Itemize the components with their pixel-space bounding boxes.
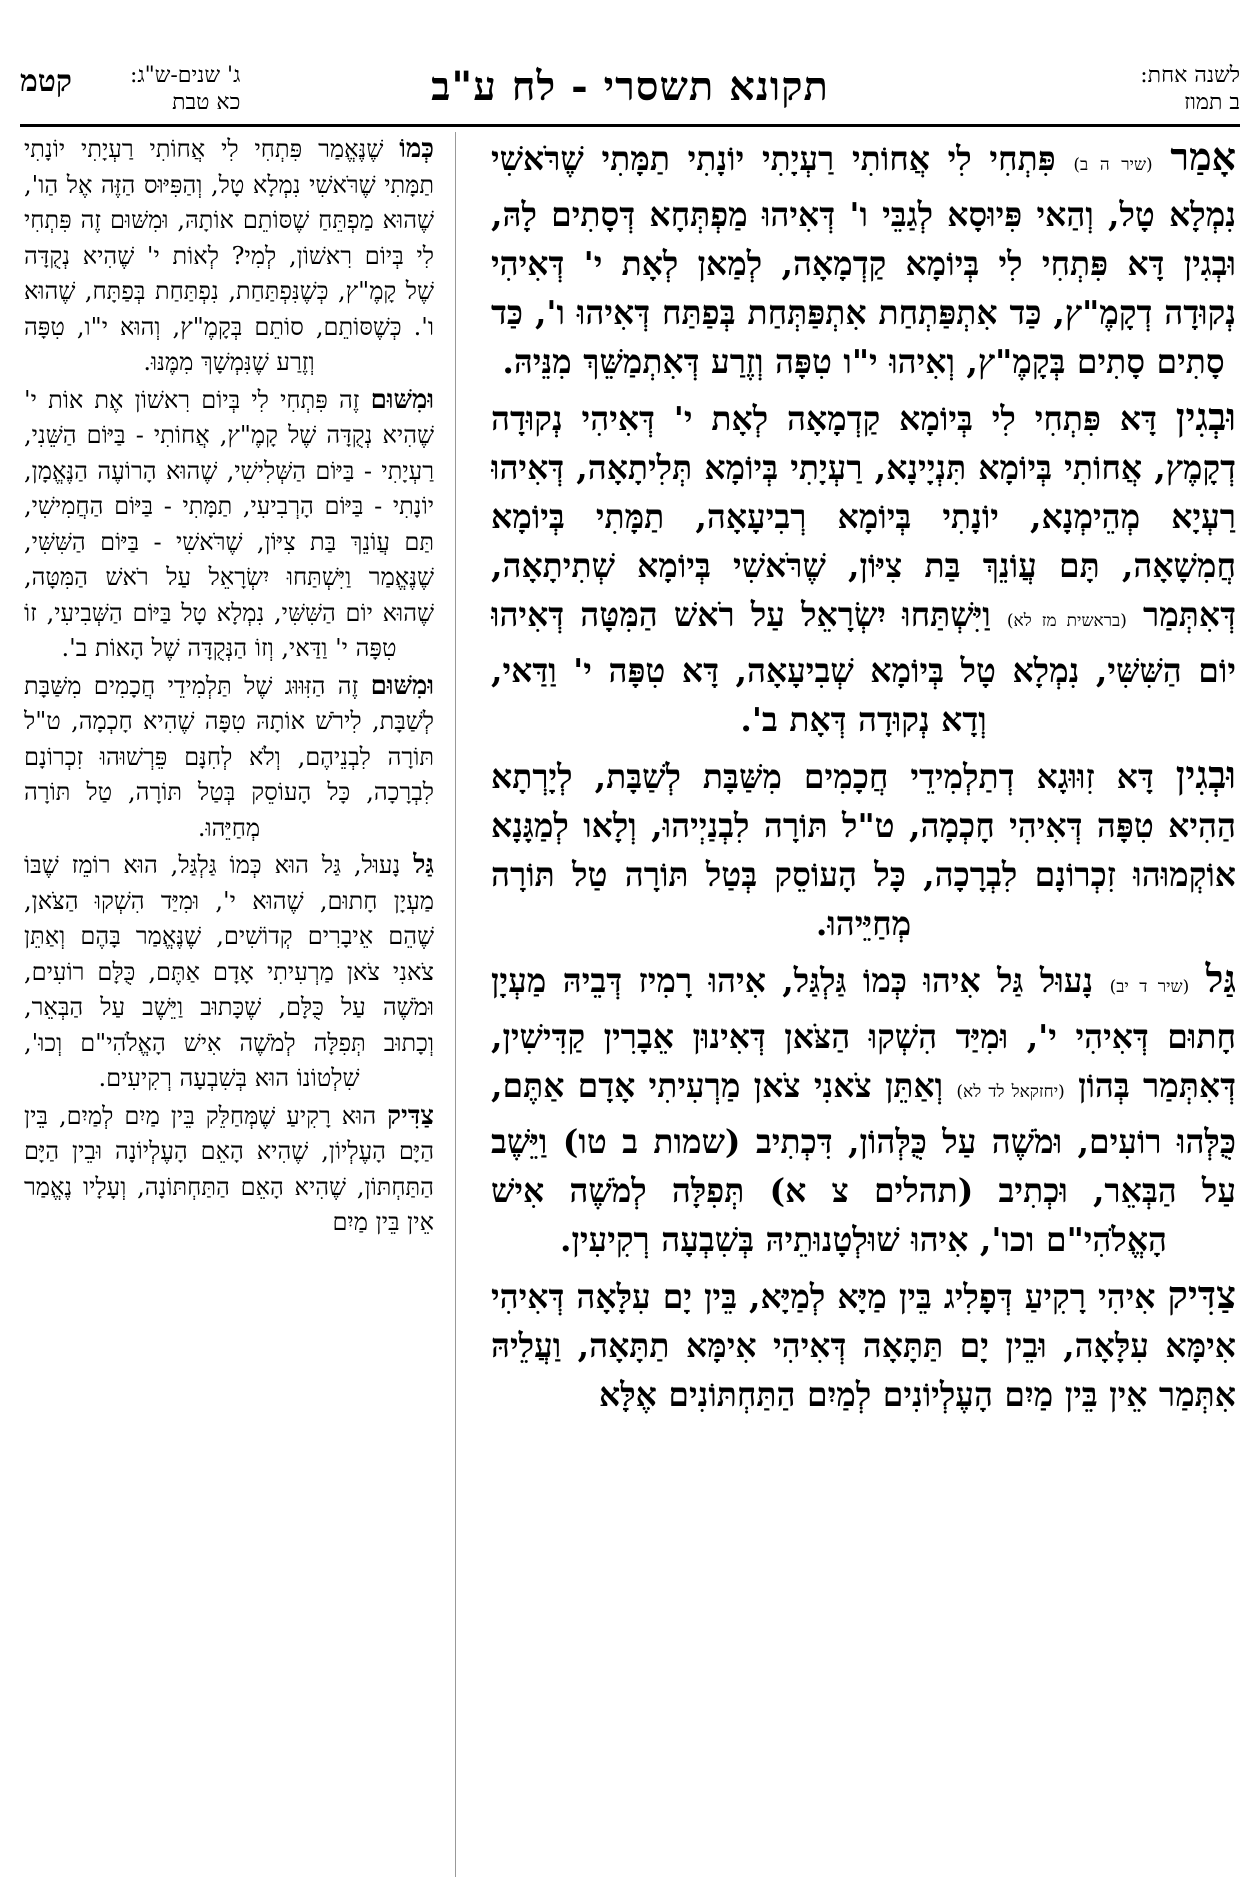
- paragraph-lead-word: גַּל: [1205, 956, 1236, 1001]
- translation-paragraph: [24, 848, 434, 1097]
- paragraph-text: פִּתְחִי לִי אֲחוֹתִי רַעְיָתִי יוֹנָתִי תַמָּתִי שֶׁרֹּאשִׁי נִמְלָא טָל, וְהַאי פִּיוּסָא לְגַבֵּי ו' דְּאִיהוּ מַפְתְּחָא דְּסָתִים לָהּ, וּבְגִין דָּא פִּתְחִי לִי בְּיוֹמָא קַדְמָאָה, לְמַאן לְאָת י' דְּאִיהִי נְקוּדָה דְקָמֶ"ץ, כַּד אִתְפַּתְחַת אִתְפַּתְּחַת בְּפַתַּח דְּאִיהוּ ו', כַּד סָתִים סָתִים בְּקָמֶ"ץ, וְאִיהוּ י"ו טִפָּה וְזֶרַע דְּאִתְמַשֵּׁךְ מִנֵּיהּ.: [491, 139, 1236, 381]
- paragraph-lead-word: צַדִּיק: [1167, 1272, 1236, 1317]
- main-paragraph: [491, 954, 1236, 1264]
- main-paragraph: [491, 392, 1236, 744]
- schedule-one-year-date: ב תמוז: [1184, 90, 1240, 115]
- paragraph-text: דָּא זִוּוּגָא דְתַלְמִידֵי חֲכָמִים מִשַּׁבָּת לְשַׁבָּת, לְיָרְתָא הַהִיא טִפָּה דְּאִיהִי חָכְמָה, ט"ל תּוֹרָה לִבְנַיְיהוּ, וְלָאו לְמַגָּנָא אוֹקְמוּהוּ זִכְרוֹנָם לִבְרָכָה, כָּל הָעוֹסֵק בְּטַל תּוֹרָה טַל תּוֹרָה מְחַיֵּיהוּ.: [491, 757, 1236, 943]
- paragraph-text: אִיהִי רָקִיעַ דְּפָלִיג בֵּין מַיָּא לְמַיָּא, בֵּין יָם עִלָּאָה דְּאִיהִי אִימָּא עִלָּאָה, וּבֵין יָם תַּתָּאָה דְּאִיהִי אִימָּא תַתָּאָה, וַעֲלֵיהּ אִתְּמַר אֵין בֵּין מַיִם הָעֶלְיוֹנִים לְמַיִם הַתַּחְתּוֹנִים אֶלָּא: [491, 1277, 1236, 1414]
- page-header: [20, 62, 1240, 120]
- main-text-column: [491, 132, 1236, 1877]
- translation-paragraph: [24, 669, 434, 847]
- paragraph-text: נָעוּל גַּל אִיהוּ כְּמוֹ גַּלְגַּל, אִיהוּ רָמִיז דְּבֵיהּ מַעְיָן חָתוּם דְּאִיהִי י', וּמִיַּד הִשְׁקוּ הַצֹּאן דְּאִינוּן אֵבָרִין קַדִּישִׁין, דְּאִתְּמַר בְּהוֹן: [491, 961, 1236, 1105]
- paragraph-text-continued: וְאַתֵּן צֹאנִי צֹאן מַרְעִיתִי אָדָם אַתֶּם, כֻּלְּהוּ רוֹעִים, וּמֹשֶׁה עַל כֻּלְּהוֹן, דִּכְתִיב (שמות ב טו) וַיֵּשֶׁב עַל הַבְּאֵר, וּכְתִיב (תהלים צ א) תְּפִלָּה לְמֹשֶׁה אִישׁ הָאֱלֹהִי"ם וכו', אִיהוּ שׁוּלְטָנוּתֵיהּ בְּשִׁבְעָה רְקִיעִין.: [491, 1066, 1236, 1259]
- paragraph-lead-word: גַּל: [413, 850, 434, 880]
- translation-column: [24, 132, 434, 1877]
- main-paragraph: [491, 750, 1236, 948]
- paragraph-lead-word: אָמַר: [1170, 134, 1236, 179]
- verse-reference: (שיר ה ב): [1073, 155, 1153, 175]
- translation-paragraph: [24, 383, 434, 667]
- paragraph-text: זֶה פִּתְחִי לִי בְּיוֹם רִאשׁוֹן אֶת אוֹת י' שֶׁהִיא נְקֻדָּה שֶׁל קָמֶ"ץ, אֲחוֹתִי - בַּיּוֹם הַשֵּׁנִי, רַעְיָתִי - בַּיּוֹם הַשְּׁלִישִׁי, שֶׁהוּא הָרוֹעֶה הַנֶּאֱמָן, יוֹנָתִי - בַּיּוֹם הָרְבִיעִי, תַמָּתִי - בַּיּוֹם הַחֲמִישִׁי, תַּם עֲוֹנֵךְ בַּת צִיּוֹן, שֶׁרֹּאשִׁי - בַּיּוֹם הַשִּׁשִּׁי, שֶׁנֶּאֱמַר וַיִּשְׁתַּחוּ יִשְׂרָאֵל עַל רֹאשׁ הַמִּטָּה, שֶׁהוּא יוֹם הַשִּׁשִּׁי, נִמְלָא טָל בַּיּוֹם הַשְּׁבִיעִי, זוֹ טִפָּה י' וַדַּאי, וְזוֹ הַנְּקֻדָּה שֶׁל הָאוֹת ב'.: [24, 385, 434, 662]
- schedule-three-years: [130, 62, 240, 116]
- paragraph-lead-word: כְּמוֹ: [399, 134, 434, 164]
- paragraph-text: הוּא רָקִיעַ שֶׁמְּחַלֵּק בֵּין מַיִם לְמַיִם, בֵּין הַיָּם הָעֶלְיוֹן, שֶׁהִיא הָאֵם הָעֶלְיוֹנָה וּבֵין הַיָּם הַתַּחְתּוֹן, שֶׁהִיא הָאֵם הַתַּחְתּוֹנָה, וְעָלָיו נֶאֱמַר אֵין בֵּין מַיִם: [24, 1101, 434, 1236]
- paragraph-lead-word: וּבְגִין: [1175, 752, 1236, 797]
- translation-paragraph: [24, 132, 434, 381]
- schedule-three-years-date: כא טבת: [172, 90, 241, 115]
- page-number: קטמ: [20, 64, 72, 99]
- translation-paragraph: [24, 1099, 434, 1241]
- header-divider: [20, 124, 1240, 127]
- verse-reference: (יחזקאל לד לא): [956, 1082, 1065, 1102]
- schedule-one-year-label: לשנה אחת:: [1140, 63, 1240, 88]
- paragraph-lead-word: וּמִשּׁוּם: [370, 670, 434, 701]
- verse-reference: (שיר ד יב): [1109, 977, 1190, 997]
- schedule-three-years-label: ג' שנים-ש"ג:: [130, 63, 241, 88]
- paragraph-lead-word: וּמִשּׁוּם: [370, 384, 434, 415]
- main-paragraph: [491, 1270, 1236, 1419]
- paragraph-text-continued: וַיִּשְׁתַּחוּ יִשְׂרָאֵל עַל רֹאשׁ הַמִּטָּה דְּאִיהוּ יוֹם הַשִּׁשִּׁי, נִמְלָא טָל בְּיוֹמָא שְׁבִיעָאָה, דָּא טִפָּה י' וַדַּאי, וְדָא נְקוּדָה דְּאָת ב'.: [491, 595, 1236, 739]
- page-title: תקונא תשסרי - לח ע"ב: [431, 63, 829, 110]
- column-divider: [455, 132, 456, 1877]
- paragraph-text: דָּא פִּתְחִי לִי בְּיוֹמָא קַדְמָאָה לְאָת י' דְּאִיהִי נְקוּדָה דְקָמֶץ, אֲחוֹתִי בְּיוֹמָא תִּנְיָינָא, רַעְיָתִי בְּיוֹמָא תְּלִיתָאָה, דְּאִיהוּ רַעְיָא מְהֵימְנָא, יוֹנָתִי בְּיוֹמָא רְבִיעָאָה, תַמָּתִי בְּיוֹמָא חֲמִשָׁאָה, תָּם עֲוֹנֵךְ בַּת צִיּוֹן, שֶׁרֹּאשִׁי בְּיוֹמָא שְׁתִיתָאָה, דְּאִתְּמַר: [491, 399, 1236, 634]
- paragraph-text: זֶה הַזִּוּוּג שֶׁל תַּלְמִידֵי חֲכָמִים מִשַּׁבָּת לְשַׁבָּת, לִירֹשׁ אוֹתָהּ טִפָּה שֶׁהִיא חָכְמָה, ט"ל תּוֹרָה לִבְנֵיהֶם, וְלֹא לְחִנָּם פֵּרְשׁוּהוּ זִכְרוֹנָם לִבְרָכָה, כָּל הָעוֹסֵק בְּטַל תּוֹרָה, טַל תּוֹרָה מְחַיֵּהוּ.: [24, 671, 434, 842]
- paragraph-lead-word: צַדִּיק: [387, 1100, 434, 1131]
- main-paragraph: [491, 132, 1236, 386]
- verse-reference: (בראשית מז לא): [1006, 611, 1127, 631]
- paragraph-text: נָעוּל, גַּל הוּא כְּמוֹ גַּלְגַּל, הוּא רוֹמֵז שֶׁבּוֹ מַעְיָן חָתוּם, שֶׁהוּא י', וּמִיַּד הִשְׁקוּ הַצֹּאן, שֶׁהֵם אֵיבָרִים קְדוֹשִׁים, שֶׁנֶּאֱמַר בָּהֶם וְאַתֵּן צֹאנִי צֹאן מַרְעִיתִי אָדָם אַתֶּם, כֻּלָּם רוֹעִים, וּמֹשֶׁה עַל כֻּלָּם, שֶׁכָּתוּב וַיֵּשֶׁב עַל הַבְּאֵר, וְכָתוּב תְּפִלָּה לְמֹשֶׁה אִישׁ הָאֱלֹהִי"ם וְכוּ', שִׁלְטוֹנוֹ הוּא בְּשִׁבְעָה רְקִיעִים.: [24, 851, 434, 1092]
- paragraph-text: שֶׁנֶּאֱמַר פִּתְחִי לִי אֲחוֹתִי רַעְיָתִי יוֹנָתִי תַמָּתִי שֶׁרֹּאשִׁי נִמְלָא טָל, וְהַפִּיּוּס הַזֶּה אֶל הַו', שֶׁהוּא מַפְתֵּחַ שֶׁסּוֹתֵם אוֹתָהּ, וּמִשּׁוּם זֶה פִּתְחִי לִי בְּיוֹם רִאשׁוֹן, לְמִי? לְאוֹת י' שֶׁהִיא נְקֻדָּה שֶׁל קָמֶ"ץ, כְּשֶׁנִּפְתַּחַת, נִפְתַּחַת בְּפַתָּח, שֶׁהוּא ו'. כְּשֶׁסּוֹתֵם, סוֹתֵם בְּקָמֶ"ץ, וְהוּא י"ו, טִפָּה וְזֶרַע שֶׁנִּמְשָׁךְ מִמֶּנּוּ.: [24, 135, 434, 376]
- paragraph-lead-word: וּבְגִין: [1175, 394, 1236, 439]
